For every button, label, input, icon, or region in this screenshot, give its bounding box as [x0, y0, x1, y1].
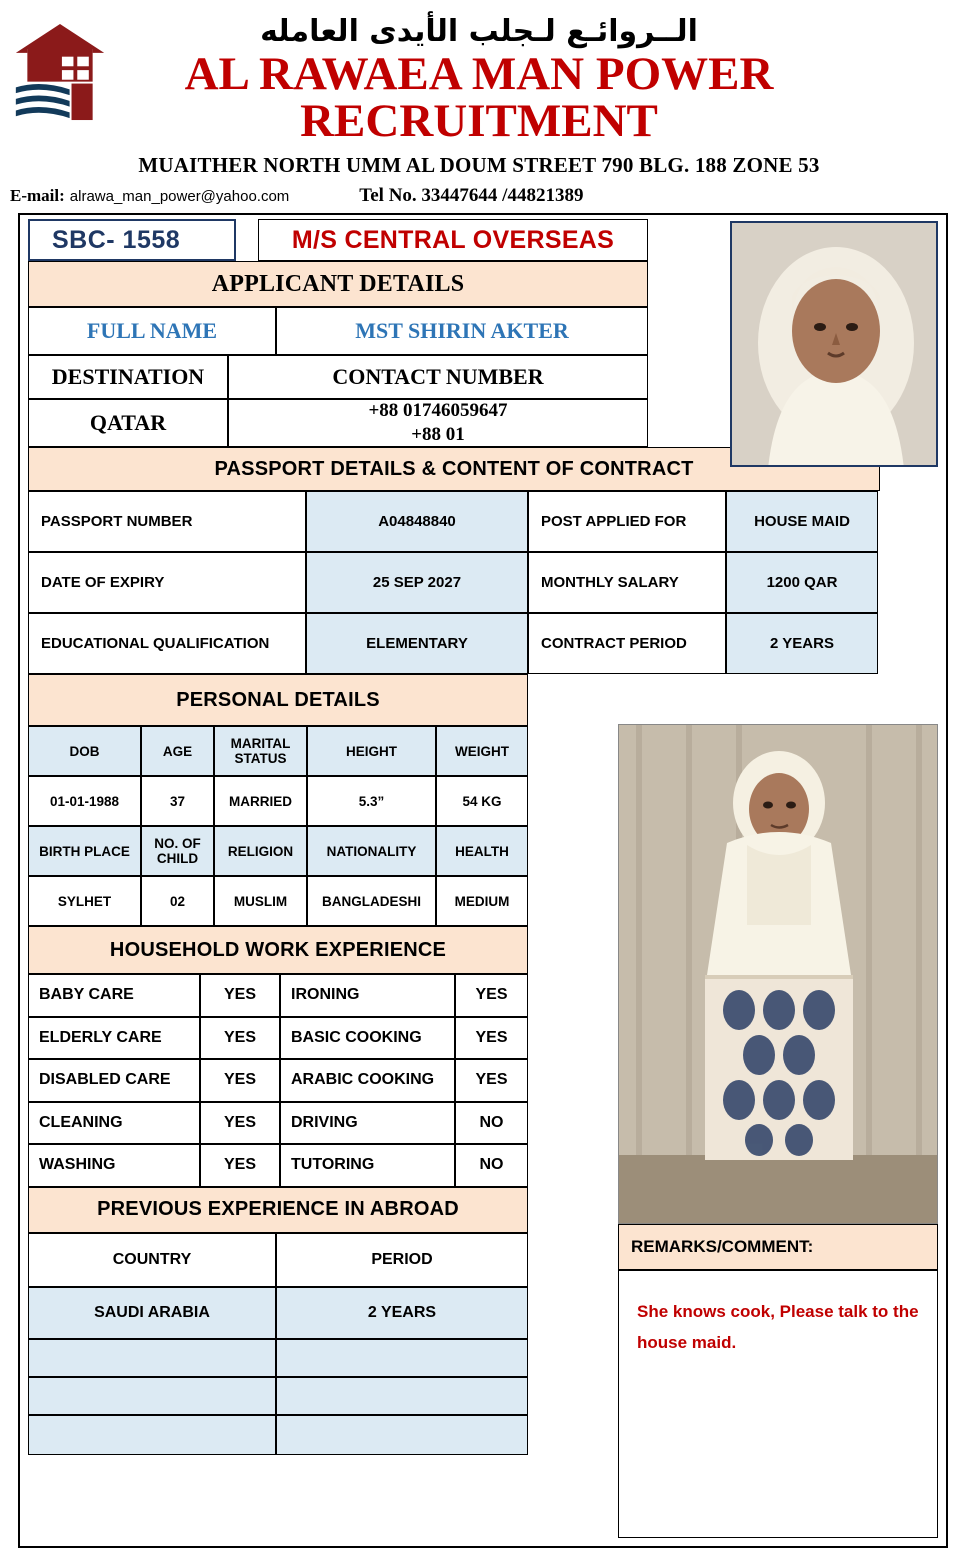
- telephone-value: Tel No. 33447644 /44821389: [359, 185, 584, 206]
- company-name: AL RAWAEA MAN POWER RECRUITMENT: [184, 48, 774, 147]
- no-of-child-value: 02: [141, 876, 214, 926]
- sbc-code: SBC- 1558: [28, 219, 236, 261]
- applicant-fullbody-photo: [618, 724, 938, 1224]
- period-value-2: [276, 1377, 528, 1415]
- cleaning-label: CLEANING: [28, 1102, 200, 1145]
- weight-value: 54 KG: [436, 776, 528, 826]
- contact-number-label: CONTACT NUMBER: [228, 355, 648, 399]
- country-value-2: [28, 1377, 276, 1415]
- marital-status-header: MARITAL STATUS: [214, 726, 307, 776]
- washing-value: YES: [200, 1144, 280, 1187]
- personal-details-title: PERSONAL DETAILS: [28, 674, 528, 726]
- personal-value-row-2: [28, 876, 528, 926]
- contact-number-1: +88 01746059647: [368, 400, 508, 422]
- remarks-text: She knows cook, Please talk to the house maid.: [618, 1270, 938, 1538]
- contact-number-values: [228, 399, 648, 447]
- household-title: HOUSEHOLD WORK EXPERIENCE: [28, 926, 528, 974]
- religion-value: MUSLIM: [214, 876, 307, 926]
- previous-experience-grid: [28, 1233, 528, 1455]
- passport-row-0: [28, 491, 938, 552]
- tutoring-value: NO: [455, 1144, 528, 1187]
- company-address: MUAITHER NORTH UMM AL DOUM STREET 790 BLG. 188 ZONE 53: [138, 153, 820, 177]
- education-label: EDUCATIONAL QUALIFICATION: [28, 613, 306, 674]
- passport-row-2: [28, 613, 938, 674]
- passport-grid: [28, 491, 938, 674]
- driving-value: NO: [455, 1102, 528, 1145]
- previous-row: [28, 1415, 528, 1455]
- arabic-cooking-value: YES: [455, 1059, 528, 1102]
- weight-header: WEIGHT: [436, 726, 528, 776]
- period-value-3: [276, 1415, 528, 1455]
- monthly-salary-value: 1200 QAR: [726, 552, 878, 613]
- disabled-care-label: DISABLED CARE: [28, 1059, 200, 1102]
- date-expiry-value: 25 SEP 2027: [306, 552, 528, 613]
- contact-number-2: +88 01: [411, 424, 465, 445]
- washing-label: WASHING: [28, 1144, 200, 1187]
- nationality-value: BANGLADESHI: [307, 876, 436, 926]
- previous-header-row: [28, 1233, 528, 1287]
- page-header: [0, 0, 958, 207]
- document-frame: [18, 213, 948, 1548]
- country-value-0: SAUDI ARABIA: [28, 1287, 276, 1339]
- height-value: 5.3”: [307, 776, 436, 826]
- basic-cooking-value: YES: [455, 1017, 528, 1060]
- left-column: [28, 219, 648, 447]
- height-header: HEIGHT: [307, 726, 436, 776]
- household-row: [28, 1144, 528, 1187]
- full-name-row: [28, 307, 648, 355]
- previous-row: [28, 1287, 528, 1339]
- household-row: [28, 1059, 528, 1102]
- period-value-1: [276, 1339, 528, 1377]
- health-header: HEALTH: [436, 826, 528, 876]
- house-logo-icon: [12, 18, 108, 128]
- ironing-value: YES: [455, 974, 528, 1017]
- contact-row: [0, 185, 958, 207]
- contract-period-label: CONTRACT PERIOD: [528, 613, 726, 674]
- agency-name: M/S CENTRAL OVERSEAS: [258, 219, 648, 261]
- country-header: COUNTRY: [28, 1233, 276, 1287]
- elderly-care-label: ELDERLY CARE: [28, 1017, 200, 1060]
- contract-period-value: 2 YEARS: [726, 613, 878, 674]
- driving-label: DRIVING: [280, 1102, 455, 1145]
- full-name-value: MST SHIRIN AKTER: [276, 307, 648, 355]
- arabic-title: الــروائـع لـجلب الأيدى العامله: [260, 14, 698, 49]
- age-header: AGE: [141, 726, 214, 776]
- destination-value: QATAR: [28, 399, 228, 447]
- household-grid: [28, 974, 528, 1187]
- cleaning-value: YES: [200, 1102, 280, 1145]
- remarks-title: REMARKS/COMMENT:: [618, 1224, 938, 1270]
- previous-row: [28, 1339, 528, 1377]
- ironing-label: IRONING: [280, 974, 455, 1017]
- passport-row-1: [28, 552, 938, 613]
- applicant-portrait-photo: [730, 221, 938, 467]
- household-row: [28, 974, 528, 1017]
- education-value: ELEMENTARY: [306, 613, 528, 674]
- document-inner: [28, 219, 938, 1538]
- household-row: [28, 1017, 528, 1060]
- baby-care-value: YES: [200, 974, 280, 1017]
- country-value-3: [28, 1415, 276, 1455]
- destination-header-row: [28, 355, 648, 399]
- no-of-child-header: NO. OF CHILD: [141, 826, 214, 876]
- personal-head-row-2: [28, 826, 528, 876]
- destination-label: DESTINATION: [28, 355, 228, 399]
- household-row: [28, 1102, 528, 1145]
- dob-value: 01-01-1988: [28, 776, 141, 826]
- monthly-salary-label: MONTHLY SALARY: [528, 552, 726, 613]
- applicant-details-title: APPLICANT DETAILS: [28, 261, 648, 307]
- personal-value-row-1: [28, 776, 528, 826]
- remarks-panel: [618, 1224, 938, 1538]
- birth-place-value: SYLHET: [28, 876, 141, 926]
- full-name-label: FULL NAME: [28, 307, 276, 355]
- marital-status-value: MARRIED: [214, 776, 307, 826]
- disabled-care-value: YES: [200, 1059, 280, 1102]
- top-row: [28, 219, 648, 261]
- passport-number-label: PASSPORT NUMBER: [28, 491, 306, 552]
- age-value: 37: [141, 776, 214, 826]
- baby-care-label: BABY CARE: [28, 974, 200, 1017]
- birth-place-header: BIRTH PLACE: [28, 826, 141, 876]
- passport-section-title: PASSPORT DETAILS & CONTENT OF CONTRACT: [28, 447, 880, 491]
- country-value-1: [28, 1339, 276, 1377]
- religion-header: RELIGION: [214, 826, 307, 876]
- post-applied-value: HOUSE MAID: [726, 491, 878, 552]
- passport-number-value: A04848840: [306, 491, 528, 552]
- arabic-cooking-label: ARABIC COOKING: [280, 1059, 455, 1102]
- personal-section: [28, 674, 528, 1455]
- basic-cooking-label: BASIC COOKING: [280, 1017, 455, 1060]
- elderly-care-value: YES: [200, 1017, 280, 1060]
- previous-experience-title: PREVIOUS EXPERIENCE IN ABROAD: [28, 1187, 528, 1233]
- personal-head-row-1: [28, 726, 528, 776]
- period-header: PERIOD: [276, 1233, 528, 1287]
- nationality-header: NATIONALITY: [307, 826, 436, 876]
- tutoring-label: TUTORING: [280, 1144, 455, 1187]
- email-label: E-mail:: [10, 186, 65, 205]
- destination-value-row: [28, 399, 648, 447]
- email-value: alrawa_man_power@yahoo.com: [69, 188, 290, 205]
- dob-header: DOB: [28, 726, 141, 776]
- health-value: MEDIUM: [436, 876, 528, 926]
- post-applied-label: POST APPLIED FOR: [528, 491, 726, 552]
- previous-row: [28, 1377, 528, 1415]
- period-value-0: 2 YEARS: [276, 1287, 528, 1339]
- date-expiry-label: DATE OF EXPIRY: [28, 552, 306, 613]
